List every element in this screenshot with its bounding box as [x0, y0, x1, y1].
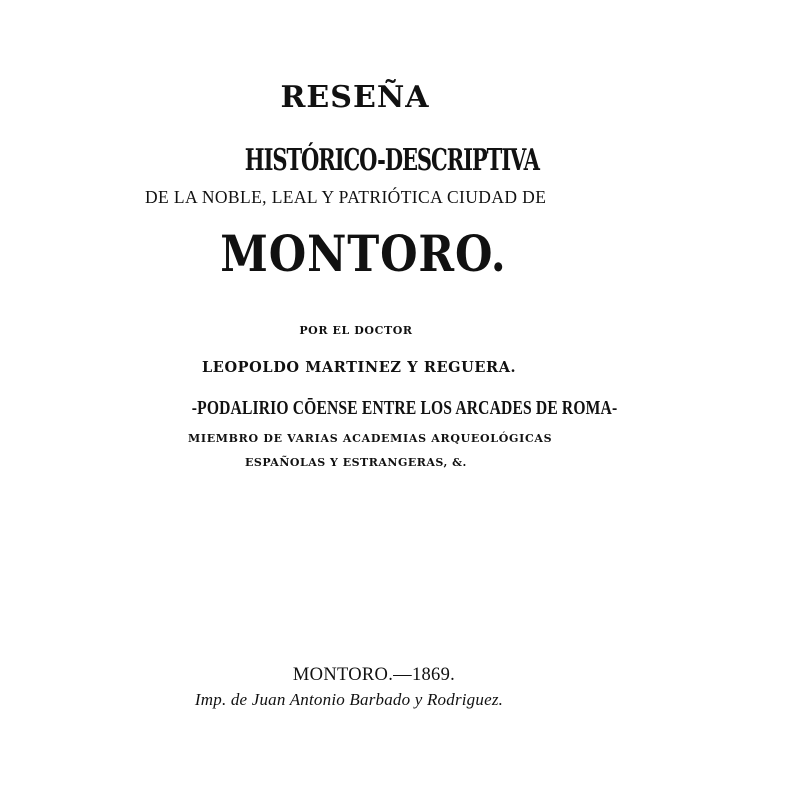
- imprint-place-year: MONTORO.—1869.: [292, 665, 456, 685]
- printer-line: Imp. de Juan Antonio Barbado y Rodriguez.: [194, 690, 504, 709]
- title-line-1: RESEÑA: [280, 80, 430, 115]
- city-title: MONTORO.: [220, 224, 507, 283]
- author-name: LEOPOLDO MARTINEZ Y REGUERA.: [202, 359, 517, 376]
- author-pseudonym: -PODALIRIO CŌENSE ENTRE LOS ARCADES DE ROMA-: [191, 397, 618, 419]
- subtitle-line: DE LA NOBLE, LEAL Y PATRIÓTICA CIUDAD DE: [145, 187, 547, 207]
- membership-line-2: ESPAÑOLAS Y ESTRANGERAS, &.: [245, 456, 467, 469]
- title-line-2: HISTÓRICO-DESCRIPTIVA: [244, 143, 539, 178]
- by-line: POR EL DOCTOR: [299, 324, 413, 337]
- membership-line: MIEMBRO DE VARIAS ACADEMIAS ARQUEOLÓGICAS: [188, 432, 553, 445]
